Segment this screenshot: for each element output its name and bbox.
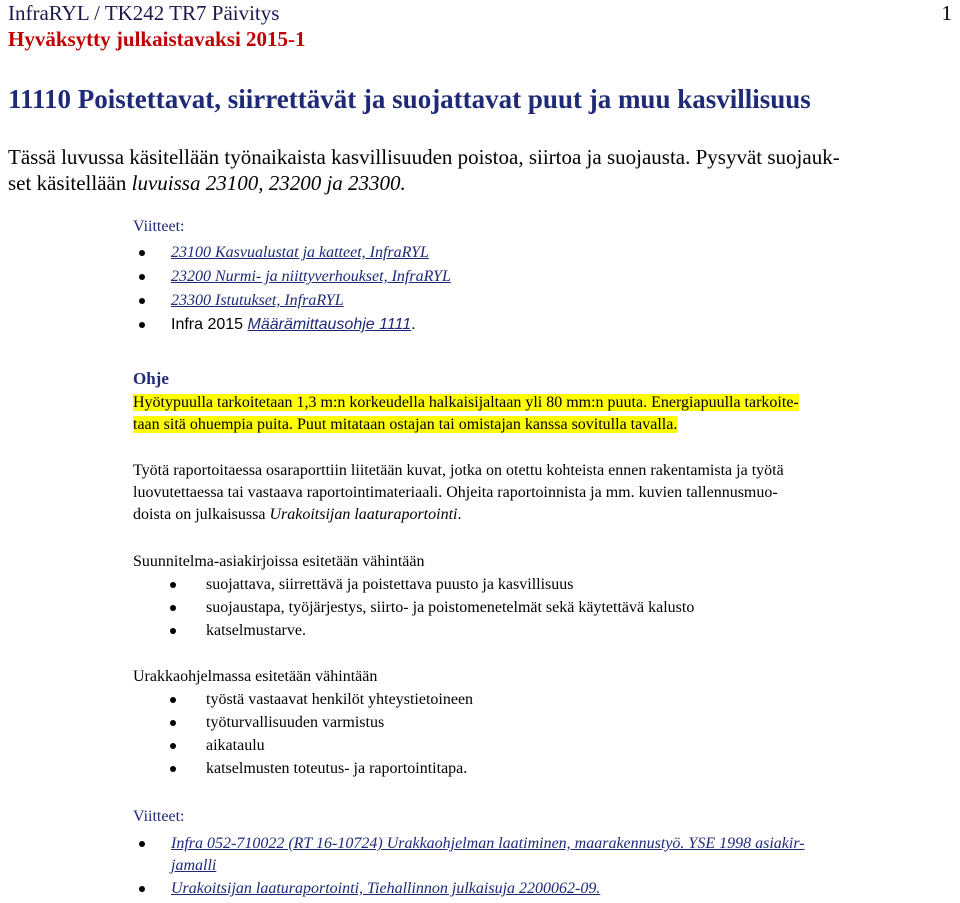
list-item [133, 574, 953, 596]
reference-suffix: . [411, 316, 416, 333]
program-section [133, 666, 953, 780]
bullet-icon [170, 582, 176, 588]
intro-line-2-italic: luvuissa 23100, 23200 ja 23300. [131, 171, 406, 195]
reference-link[interactable]: Määrämittausohje 1111 [247, 316, 412, 333]
plans-list [133, 574, 953, 642]
list-item-text: katselmustarve. [206, 622, 306, 639]
intro-line-1: Tässä luvussa käsitellään työnaikaista kasvillisuuden poistoa, siirtoa ja suojausta. Pysyvät suojauk- [8, 145, 840, 169]
reference-item [133, 878, 953, 900]
bullet-icon [170, 605, 176, 611]
reference-link-line-2[interactable]: jamalli [171, 857, 217, 874]
list-item [133, 597, 953, 619]
references-block-2 [133, 806, 953, 900]
ohje-title: Ohje [133, 369, 169, 388]
bullet-icon [139, 841, 145, 847]
bullet-icon [170, 697, 176, 703]
header-title: InfraRYL / TK242 TR7 Päivitys [8, 1, 280, 25]
references-label: Viitteet: [133, 218, 185, 235]
list-item-text: aikataulu [206, 737, 265, 754]
reference-prefix: Infra 2015 [171, 316, 248, 333]
reference-item [133, 290, 953, 312]
list-item [133, 620, 953, 642]
bullet-icon [170, 766, 176, 772]
reference-item [133, 833, 953, 877]
list-item-text: työturvallisuuden varmistus [206, 714, 385, 731]
report-line-1: Työtä raportoitaessa osaraporttiin liitetään kuvat, jotka on otettu kohteista ennen rakentamista ja työtä [133, 462, 784, 479]
reference-link[interactable]: 23100 Kasvualustat ja katteet, InfraRYL [171, 244, 429, 261]
bullet-icon [139, 250, 145, 256]
ohje-line-1: Hyötypuulla tarkoitetaan 1,3 m:n korkeudella halkaisijaltaan yli 80 mm:n puuta. Energiapuulla tarkoite- [133, 394, 799, 411]
page-number: 1 [941, 1, 952, 25]
program-list [133, 689, 953, 780]
bullet-icon [139, 298, 145, 304]
references-list [133, 833, 953, 900]
intro-paragraph [8, 144, 952, 196]
bullet-icon [170, 628, 176, 634]
intro-line-2-text: set käsitellään [8, 171, 132, 195]
list-item-text: työstä vastaavat henkilöt yhteystietoineen [206, 691, 474, 708]
ohje-line-2-row [133, 414, 953, 436]
report-line-3-end: . [457, 506, 462, 523]
page-header [8, 0, 306, 52]
list-item-text: katselmusten toteutus- ja raportointitapa. [206, 760, 468, 777]
ohje-line-1-row [133, 392, 953, 414]
plans-heading: Suunnitelma-asiakirjoissa esitetään vähintään [133, 553, 425, 570]
reference-link-line-1[interactable]: Infra 052-710022 (RT 16-10724) Urakkaohjelman laatiminen, maarakennustyö. YSE 1998 asiakir- [171, 835, 805, 852]
references-list [133, 242, 953, 336]
ohje-box [133, 368, 953, 436]
list-item [133, 689, 953, 711]
reference-item [133, 314, 953, 336]
reference-item [133, 242, 953, 264]
reference-link[interactable]: Urakoitsijan laaturaportointi, Tiehallinnon julkaisuja 2200062-09. [171, 880, 601, 897]
plans-section [133, 551, 953, 642]
report-line-3 [133, 504, 953, 526]
section-title: 11110 Poistettavat, siirrettävät ja suojattavat puut ja muu kasvillisuus [8, 84, 811, 114]
ohje-line-2: taan sitä ohuempia puita. Puut mitataan ostajan tai omistajan kanssa sovitulla tavalla. [133, 416, 678, 433]
list-item-text: suojaustapa, työjärjestys, siirto- ja poistomenetelmät sekä käytettävä kalusto [206, 599, 695, 616]
references-label: Viitteet: [133, 808, 185, 825]
bullet-icon [139, 886, 145, 892]
reference-link[interactable]: 23300 Istutukset, InfraRYL [171, 292, 344, 309]
bullet-icon [139, 322, 145, 328]
bullet-icon [170, 720, 176, 726]
intro-line-2 [8, 170, 952, 196]
bullet-icon [170, 743, 176, 749]
bullet-icon [139, 274, 145, 280]
report-publication: Urakoitsijan laaturaportointi [269, 506, 458, 523]
list-item [133, 712, 953, 734]
report-paragraph [133, 460, 953, 526]
list-item-text: suojattava, siirrettävä ja poistettava puusto ja kasvillisuus [206, 576, 574, 593]
reference-item [133, 266, 953, 288]
program-heading: Urakkaohjelmassa esitetään vähintään [133, 668, 378, 685]
list-item [133, 735, 953, 757]
reference-link[interactable]: 23200 Nurmi- ja niittyverhoukset, InfraRYL [171, 268, 451, 285]
header-status: Hyväksytty julkaistavaksi 2015-1 [8, 27, 306, 51]
report-line-3-text: doista on julkaisussa [133, 506, 270, 523]
references-block-1 [133, 216, 953, 336]
list-item [133, 758, 953, 780]
report-line-2: luovutettaessa tai vastaava raportointimateriaali. Ohjeita raportoinnista ja mm. kuvien tallennusmuo- [133, 484, 778, 501]
